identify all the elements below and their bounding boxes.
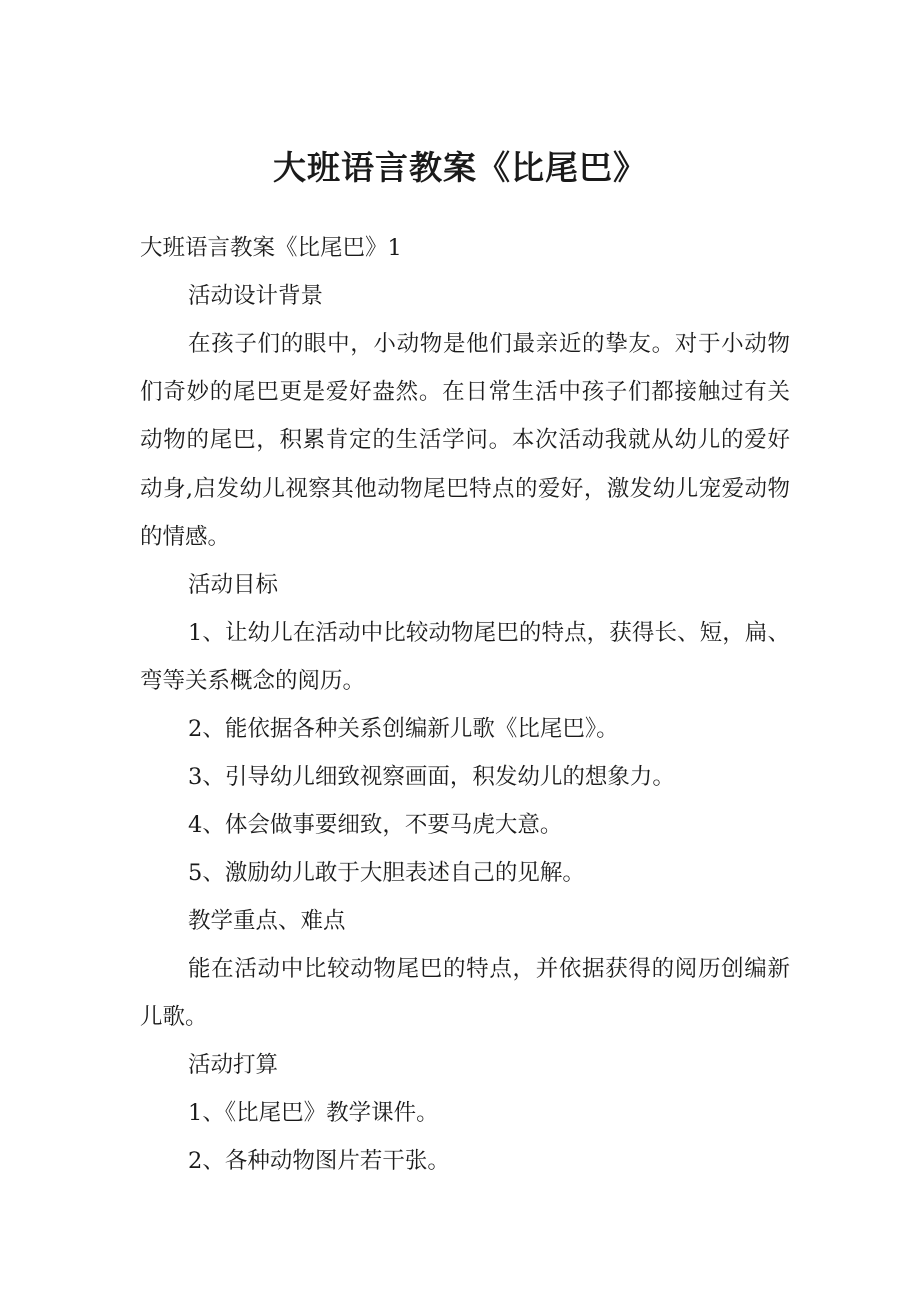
paragraph: 活动设计背景: [188, 283, 324, 309]
paragraph: 3、引导幼儿细致视察画面，积发幼儿的想象力。: [188, 764, 675, 790]
paragraph: 2、能依据各种关系创编新儿歌《比尾巴》。: [188, 716, 619, 742]
paragraph: 在孩子们的眼中，小动物是他们最亲近的挚友。对于小动物们奇妙的尾巴更是爱好盎然。在日常生活中孩子们都接触过有关动物的尾巴，积累肯定的生活学问。本次活动我就从幼儿的爱好动身,启发幼儿视察其他动物尾巴特点的爱好，激发幼儿宠爱动物的情感。: [140, 331, 790, 550]
section-heading: 大班语言教案《比尾巴》1: [140, 235, 402, 261]
paragraph: 教学重点、难点: [188, 908, 346, 934]
paragraph: 活动打算: [188, 1052, 279, 1078]
paragraph: 1、《比尾巴》教学课件。: [188, 1100, 439, 1126]
paragraph: 活动目标: [188, 572, 279, 598]
document-title: 大班语言教案《比尾巴》: [273, 148, 647, 187]
paragraph: 5、激励幼儿敢于大胆表述自己的见解。: [188, 860, 585, 886]
paragraph: 4、体会做事要细致，不要马虎大意。: [188, 812, 563, 838]
paragraph: 能在活动中比较动物尾巴的特点，并依据获得的阅历创编新儿歌。: [140, 956, 790, 1031]
paragraph: 2、各种动物图片若干张。: [188, 1148, 450, 1174]
paragraph: 1、让幼儿在活动中比较动物尾巴的特点，获得长、短，扁、弯等关系概念的阅历。: [140, 620, 790, 695]
